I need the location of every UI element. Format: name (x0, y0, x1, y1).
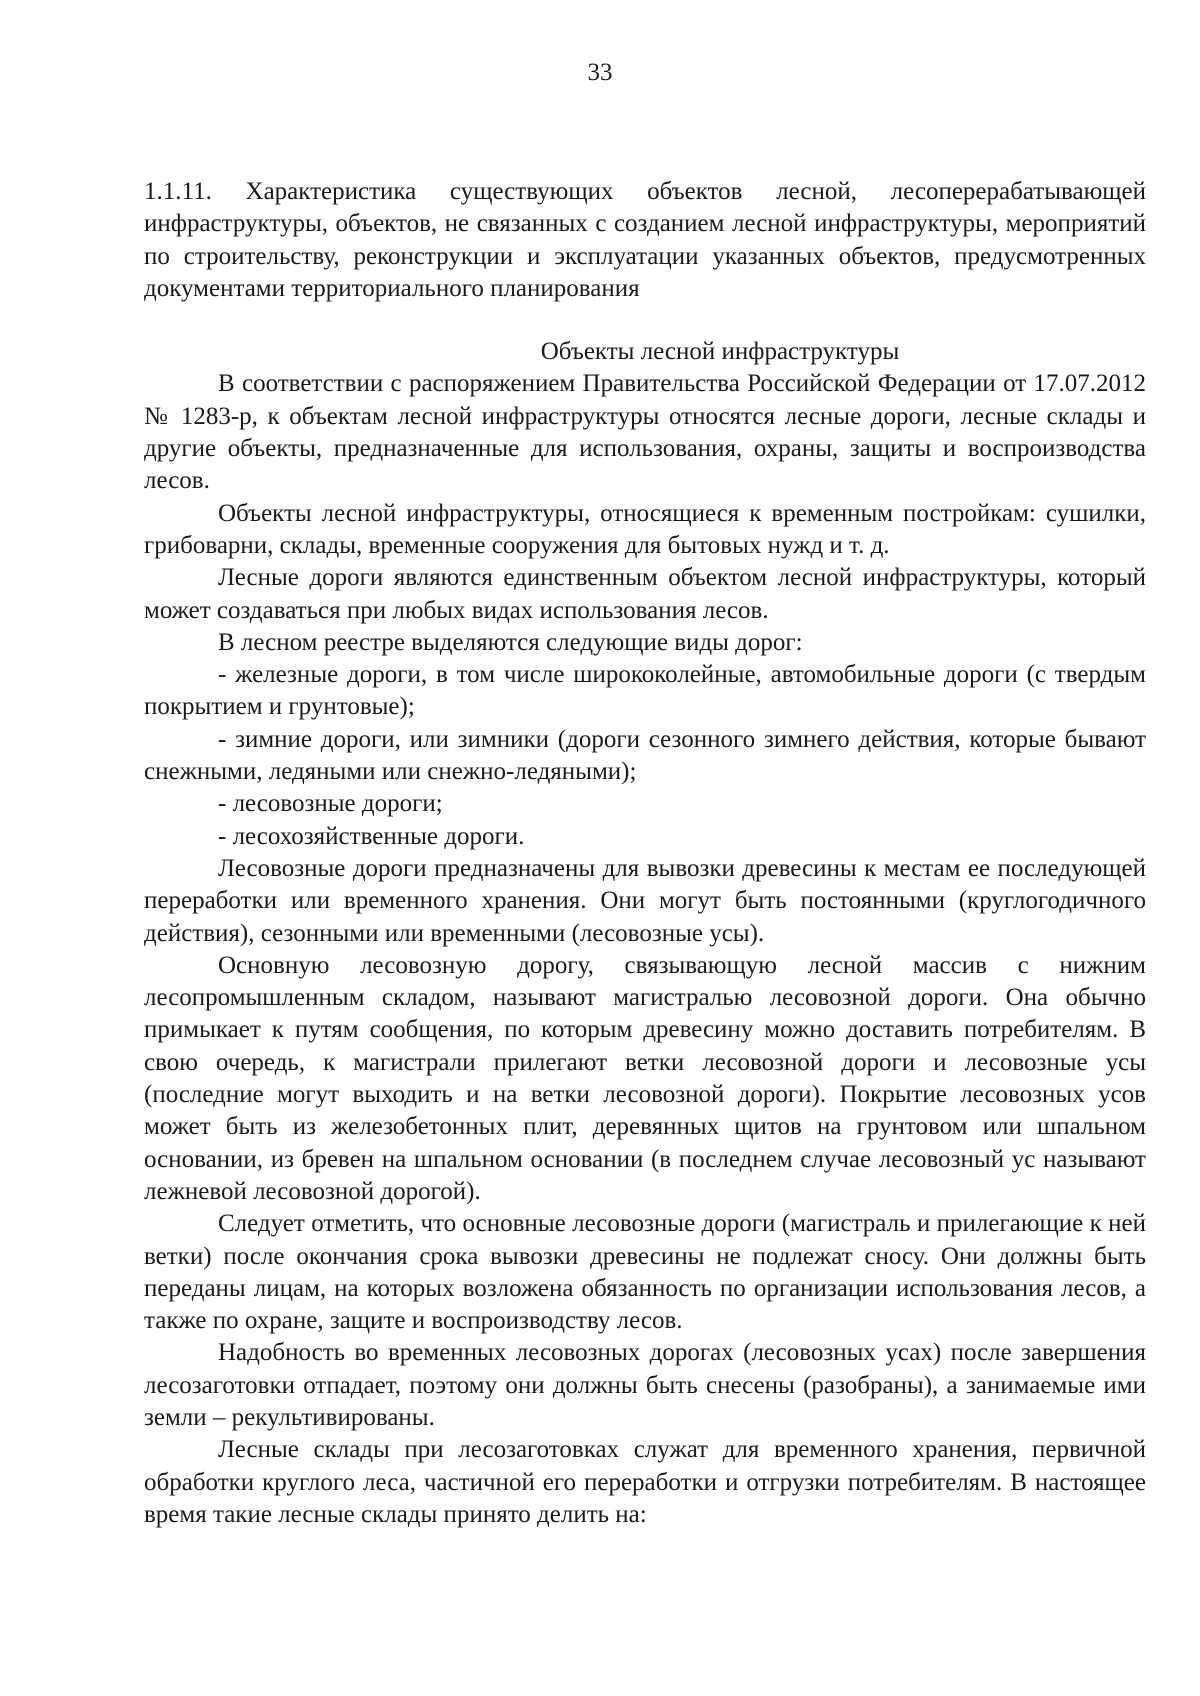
section-heading: 1.1.11. Характеристика существующих объектов лесной, лесоперерабатывающей инфраструктуры, объектов, не связанных с созданием лесной инфраструктуры, мероприятий по строительству, реконструкции и эксплуатации указанных объектов, предусмотренных документами территориального планирования (144, 178, 1146, 302)
sub-heading: Объекты лесной инфраструктуры (540, 338, 900, 366)
paragraph: Основную лесовозную дорогу, связывающую лесной массив с нижним лесопромышленным складом, называют магистралью лесовозной дороги. Она обычно примыкает к путям сообщения, по которым древесину можно доставить потребителям. В свою очередь, к магистрали прилегают ветки лесовозной дороги и лесовозные усы (последние могут выходить и на ветки лесовозной дороги). Покрытие лесовозных усов может быть из железобетонных плит, деревянных щитов на грунтовом или шпальном основании, из бревен на шпальном основании (в последнем случае лесовозный ус называют лежневой лесовозной дорогой). (144, 951, 1146, 1205)
list-item: - зимние дороги, или зимники (дороги сезонного зимнего действия, которые бывают снежными, ледяными или снежно-ледяными); (144, 725, 1146, 786)
page-number: 33 (587, 59, 613, 86)
paragraph: В лесном реестре выделяются следующие виды дорог: (218, 628, 803, 656)
paragraph: Объекты лесной инфраструктуры, относящиеся к временным постройкам: сушилки, грибоварни, склады, временные сооружения для бытовых нужд и т. д. (144, 499, 1146, 559)
paragraph: Следует отметить, что основные лесовозные дороги (магистраль и прилегающие к ней ветки) после окончания срока вывозки древесины не подлежат сносу. Они должны быть переданы лицам, на которых возложена обязанность по организации использования лесов, а также по охране, защите и воспроизводству лесов. (144, 1210, 1146, 1335)
list-item: - железные дороги, в том числе ширококолейные, автомобильные дороги (с твердым покрытием и грунтовые); (144, 661, 1146, 721)
paragraph: Лесные дороги являются единственным объектом лесной инфраструктуры, который может создаваться при любых видах использования лесов. (144, 564, 1146, 624)
paragraph: Надобность во временных лесовозных дорогах (лесовозных усах) после завершения лесозаготовки отпадает, поэтому они должны быть снесены (разобраны), а занимаемые ими земли – рекультивированы. (144, 1339, 1146, 1431)
list-item: - лесовозные дороги; (218, 790, 443, 818)
paragraph: Лесовозные дороги предназначены для вывозки древесины к местам ее последующей переработки или временного хранения. Они могут быть постоянными (круглогодичного действия), сезонными или временными (лесовозные усы). (144, 854, 1146, 947)
paragraph: В соответствии с распоряжением Правительства Российской Федерации от 17.07.2012 № 1283-р, к объектам лесной инфраструктуры относятся лесные дороги, лесные склады и другие объекты, предназначенные для использования, охраны, защиты и воспроизводства лесов. (144, 370, 1146, 495)
list-item: - лесохозяйственные дороги. (218, 822, 525, 850)
document-body (144, 176, 1146, 1531)
paragraph: Лесные склады при лесозаготовках служат для временного хранения, первичной обработки круглого леса, частичной его переработки и отгрузки потребителям. В настоящее время такие лесные склады принято делить на: (144, 1436, 1146, 1528)
